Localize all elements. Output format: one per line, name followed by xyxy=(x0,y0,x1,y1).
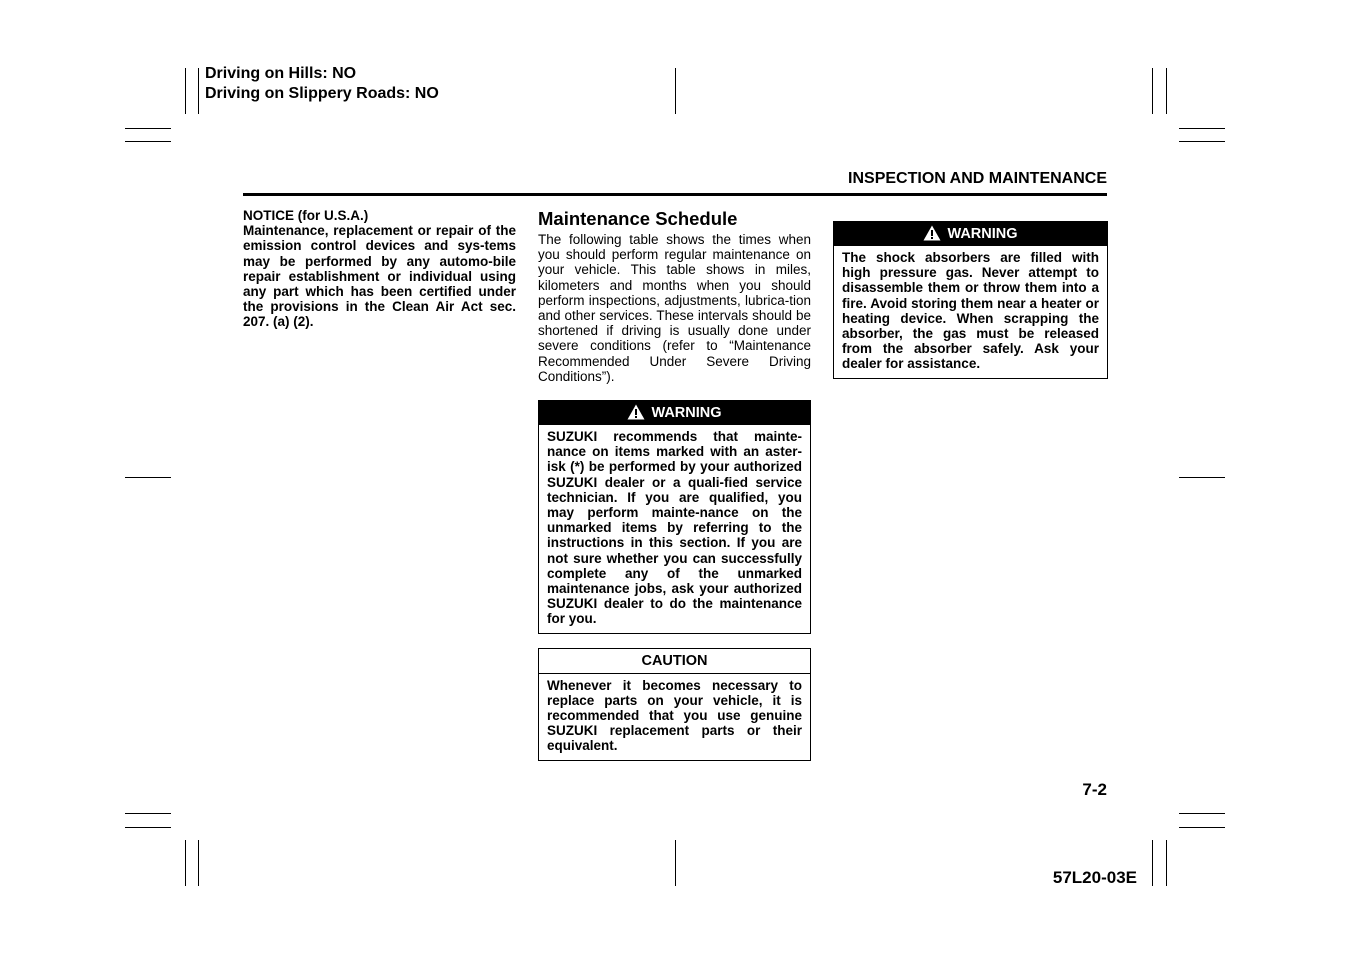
crop-mark xyxy=(1166,68,1167,114)
warning-body: The shock absorbers are filled with high pressure gas. Never attempt to disassemble them or throw them into a fire. Avoid storing them near a heater or heating device. When scrapping the absorber, the gas must be released from the absorber safely. Ask your dealer for assistance. xyxy=(842,250,1099,372)
maintenance-body: The following table shows the times when you should perform regular maintenance on your vehicle. This table shows in miles, kilometers and months when you should perform inspections, adjustments, lubrica-tion and other services. These intervals should be shortened if driving is usually done under severe conditions (refer to “Maintenance Recommended Under Severe Driving Conditions”). xyxy=(538,232,811,384)
crop-mark xyxy=(185,68,186,114)
warning-label: WARNING xyxy=(651,405,722,422)
crop-mark xyxy=(1166,840,1167,886)
warning-body: SUZUKI recommends that mainte-nance on items marked with an aster-isk (*) be performed by your authorized SUZUKI dealer or a quali-fied service technician. If you are qualified, you may perform mainte-nance on the unmarked items by referring to the instructions in this section. If you are not sure whether you can successfully complete any of the unmarked maintenance jobs, ask your authorized SUZUKI dealer to do the maintenance for you. xyxy=(547,429,802,627)
top-note xyxy=(205,64,439,104)
crop-mark xyxy=(125,141,171,142)
crop-mark xyxy=(125,128,171,129)
notice-title: NOTICE (for U.S.A.) xyxy=(243,208,369,223)
header-rule xyxy=(243,193,1107,196)
notice-block xyxy=(243,208,516,330)
page-number: 7-2 xyxy=(1082,780,1107,799)
crop-mark xyxy=(198,840,199,886)
warning-label: WARNING xyxy=(947,226,1018,242)
warning-header xyxy=(834,222,1107,246)
section-title: INSPECTION AND MAINTENANCE xyxy=(848,170,1107,187)
maintenance-column xyxy=(538,208,811,761)
crop-mark xyxy=(675,68,676,114)
caution-header: CAUTION xyxy=(539,649,810,674)
warning-box xyxy=(833,221,1108,379)
warning-triangle-icon xyxy=(923,225,941,241)
crop-mark xyxy=(1152,840,1153,886)
crop-mark xyxy=(1152,68,1153,114)
crop-mark xyxy=(125,827,171,828)
warning-triangle-icon xyxy=(627,404,645,420)
crop-mark xyxy=(675,840,676,886)
caution-box xyxy=(538,648,811,761)
warning-header xyxy=(539,401,810,425)
crop-mark xyxy=(125,813,171,814)
maintenance-heading: Maintenance Schedule xyxy=(538,208,738,229)
crop-mark xyxy=(125,477,171,478)
crop-mark xyxy=(1179,827,1225,828)
caution-body: Whenever it becomes necessary to replace parts on your vehicle, it is recommended that you use genuine SUZUKI replacement parts or their equivalent. xyxy=(547,677,802,754)
crop-mark xyxy=(1179,477,1225,478)
crop-mark xyxy=(185,840,186,886)
crop-mark xyxy=(198,68,199,114)
notice-body: Maintenance, replacement or repair of the emission control devices and sys-tems may be performed by any automo-bile repair establishment or individual using any part which has been certified under the provisions in the Clean Air Act sec. 207. (a) (2). xyxy=(243,223,516,330)
top-note-line: Driving on Hills: NO xyxy=(205,65,357,82)
warning-box xyxy=(538,400,811,634)
crop-mark xyxy=(1179,128,1225,129)
top-note-line: Driving on Slippery Roads: NO xyxy=(205,85,439,102)
crop-mark xyxy=(1179,813,1225,814)
shock-absorber-column xyxy=(833,221,1108,379)
crop-mark xyxy=(1179,141,1225,142)
document-code: 57L20-03E xyxy=(1052,868,1137,887)
